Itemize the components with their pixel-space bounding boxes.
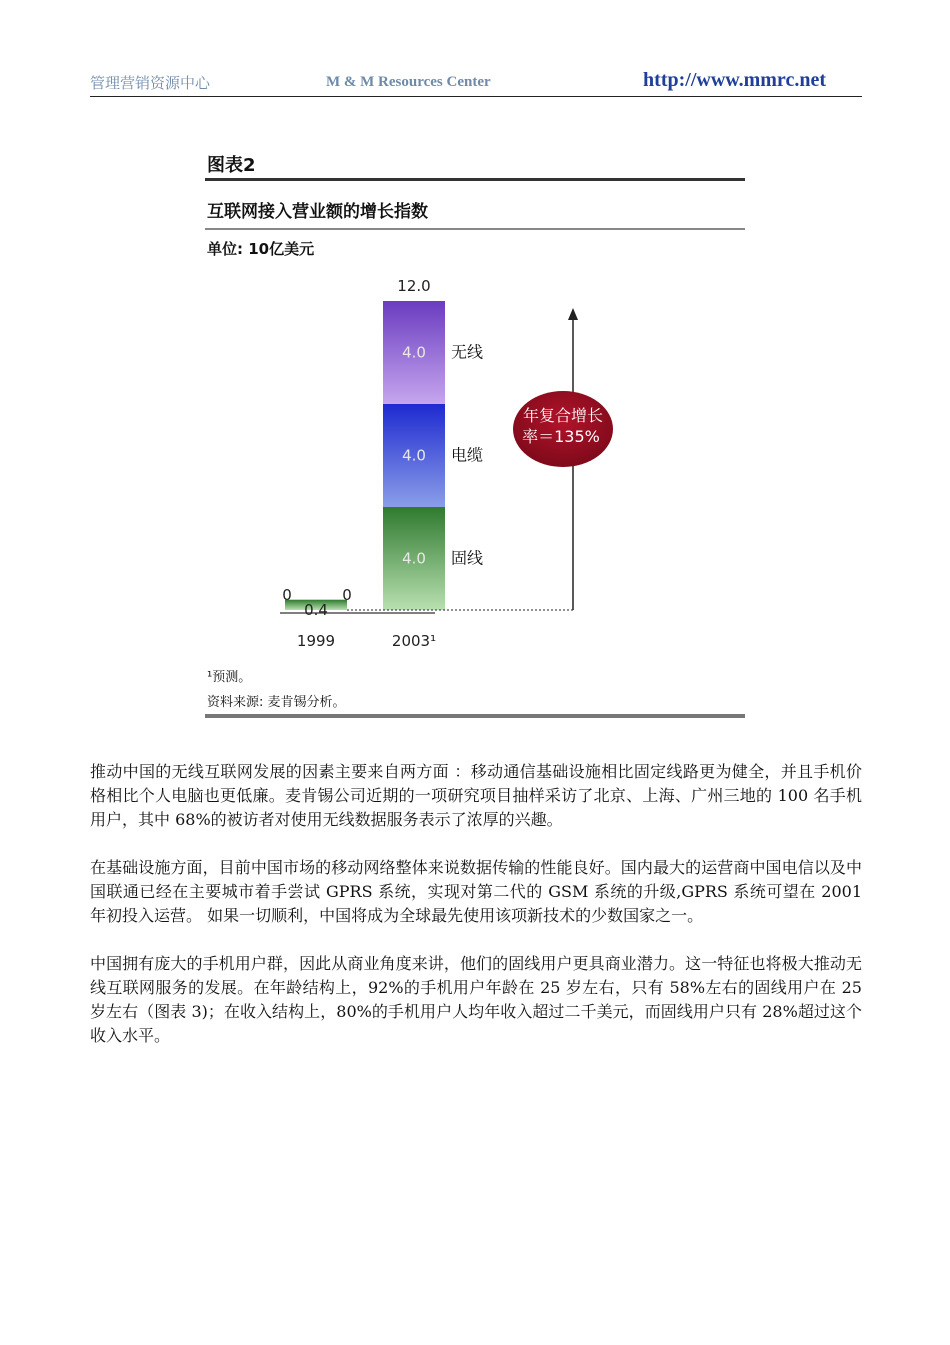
paragraph-1: 推动中国的无线互联网发展的因素主要来自两方面 ：移动通信基础设施相比固定线路更为健全，并且手机价格相比个人电脑也更低廉。麦肯锡公司近期的一项研究项目抽样采访了北京、上海、广州三地的 100 名手机用户，其中 68%的被访者对使用无线数据服务表示了浓厚的兴趣。 (90, 762, 862, 829)
data-label-2003: 4.0 (402, 549, 426, 568)
header-left-text: 管理营销资源中心 (90, 74, 211, 92)
series-label: 固线 (451, 548, 484, 568)
figure-2 (205, 148, 745, 723)
data-label-2003: 4.0 (402, 343, 426, 362)
total-label-2003: 12.0 (397, 277, 431, 295)
figure-bottom-rule (205, 714, 745, 718)
growth-arrow-head (568, 308, 578, 320)
body-text (90, 760, 862, 1072)
page-header (90, 66, 862, 97)
top-label-1999-right: 0 (342, 586, 352, 604)
figure-footnote: ¹预测。 (207, 670, 252, 685)
bar-chart (205, 148, 745, 648)
cagr-label-line1: 年复合增长 (522, 406, 604, 425)
cagr-label-line2: 率＝135% (522, 427, 600, 446)
header-center-text: M & M Resources Center (326, 74, 491, 90)
figure-source: 资料来源: 麦肯锡分析。 (207, 695, 346, 710)
data-label-2003: 4.0 (402, 446, 426, 465)
x-tick-label: 1999 (296, 632, 336, 648)
figure-unit: 单位: 10亿美元 (207, 240, 315, 258)
paragraph-2: 在基础设施方面，目前中国市场的移动网络整体来说数据传输的性能良好。国内最大的运营商中国电信以及中国联通已经在主要城市着手尝试 GPRS 系统，实现对第二代的 GSM 系统的升级,GPRS 系统可望在 2001 年初投入运营。 如果一切顺利，中国将成为全球最先使用该项新技术的少数国家之一。 (90, 858, 862, 925)
x-tick-label: 2003¹ (391, 632, 437, 648)
top-label-1999-left: 0 (282, 586, 292, 604)
header-url-link[interactable]: http://www.mmrc.net (643, 69, 826, 91)
figure-title: 互联网接入营业额的增长指数 (207, 202, 428, 222)
series-label: 电缆 (451, 445, 484, 465)
figure-label: 图表2 (207, 155, 256, 176)
paragraph-3: 中国拥有庞大的手机用户群，因此从商业角度来讲，他们的固线用户更具商业潜力。这一特征也将极大推动无线互联网服务的发展。在年龄结构上，92%的手机用户年龄在 25 岁左右，只有 58%左右的固线用户在 25 岁左右（图表 3)；在收入结构上，80%的手机用户人均年收入超过二千美元，而固线用户只有 28%超过这个收入水平。 (90, 954, 862, 1045)
data-label-1999: 0.4 (304, 601, 328, 619)
series-label: 无线 (451, 342, 484, 362)
